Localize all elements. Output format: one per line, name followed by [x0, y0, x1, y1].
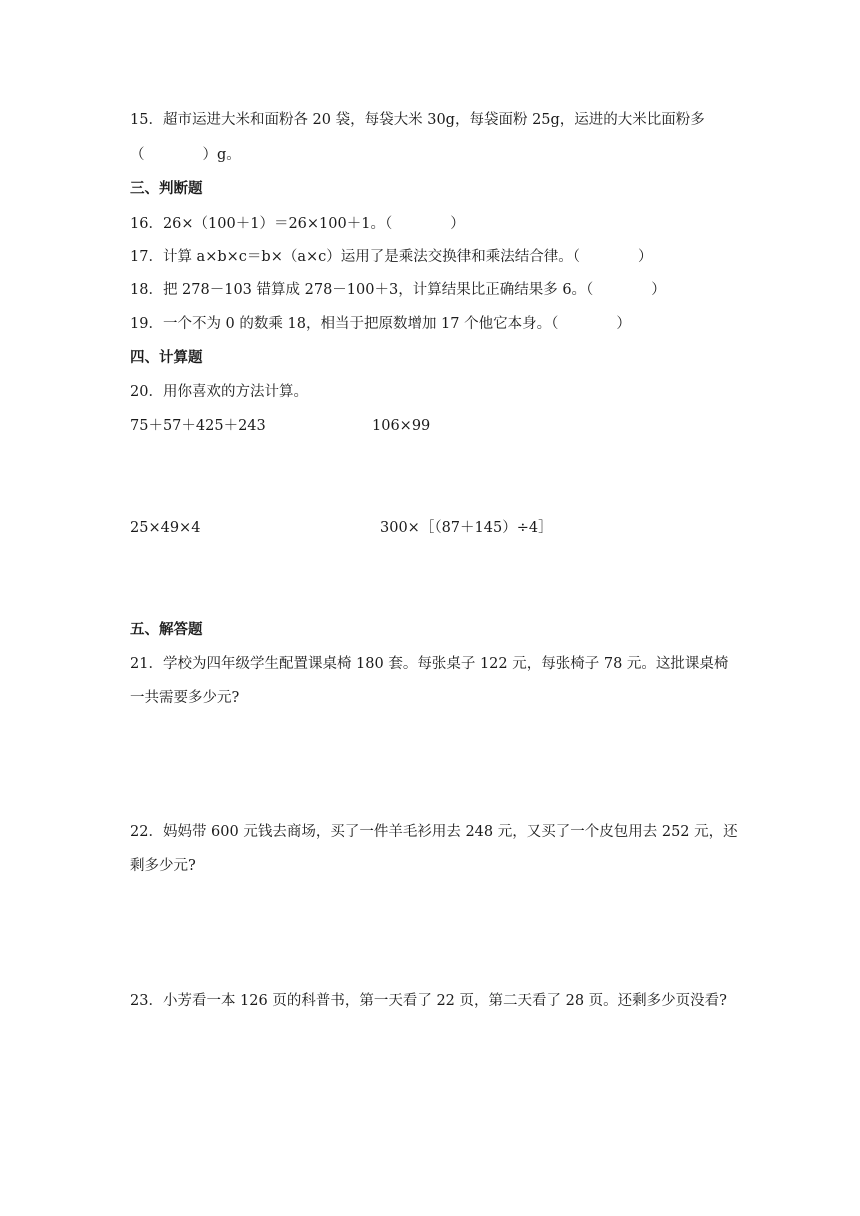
- q15-line1: 15．超市运进大米和面粉各 20 袋，每袋大米 30g，每袋面粉 25g，运进的大米比面粉多: [130, 112, 705, 128]
- q23-text: 23．小芳看一本 126 页的科普书，第一天看了 22 页，第二天看了 28 页。还剩多少页没看?: [130, 993, 727, 1009]
- q22-line2: 剩多少元?: [130, 858, 196, 874]
- q22-line1: 22．妈妈带 600 元钱去商场，买了一件羊毛衫用去 248 元，又买了一个皮包用去 252 元，还: [130, 824, 738, 840]
- section-heading-judgement: 三、判断题: [130, 180, 203, 197]
- q20-expression-3: 25×49×4: [130, 520, 201, 536]
- q16-text: 16．26×（100＋1）＝26×100＋1。（ ）: [130, 216, 465, 232]
- q20-prompt: 20．用你喜欢的方法计算。: [130, 384, 308, 400]
- q20-expression-2: 106×99: [372, 418, 431, 434]
- section-heading-word-problems: 五、解答题: [130, 621, 203, 638]
- q15-line2: （ ）g。: [130, 147, 241, 163]
- q20-expression-4: 300×［（87＋145）÷4］: [380, 520, 553, 536]
- q19-text: 19．一个不为 0 的数乘 18，相当于把原数增加 17 个他它本身。（ ）: [130, 316, 631, 332]
- q18-text: 18．把 278－103 错算成 278－100＋3，计算结果比正确结果多 6。（ ）: [130, 282, 666, 298]
- q17-text: 17．计算 a×b×c＝b×（a×c）运用了是乘法交换律和乘法结合律。（ ）: [130, 249, 653, 265]
- q20-expression-1: 75＋57＋425＋243: [130, 418, 266, 434]
- section-heading-calculation: 四、计算题: [130, 349, 203, 366]
- q21-line1: 21．学校为四年级学生配置课桌椅 180 套。每张桌子 122 元，每张椅子 78 元。这批课桌椅: [130, 656, 729, 672]
- q21-line2: 一共需要多少元?: [130, 690, 240, 706]
